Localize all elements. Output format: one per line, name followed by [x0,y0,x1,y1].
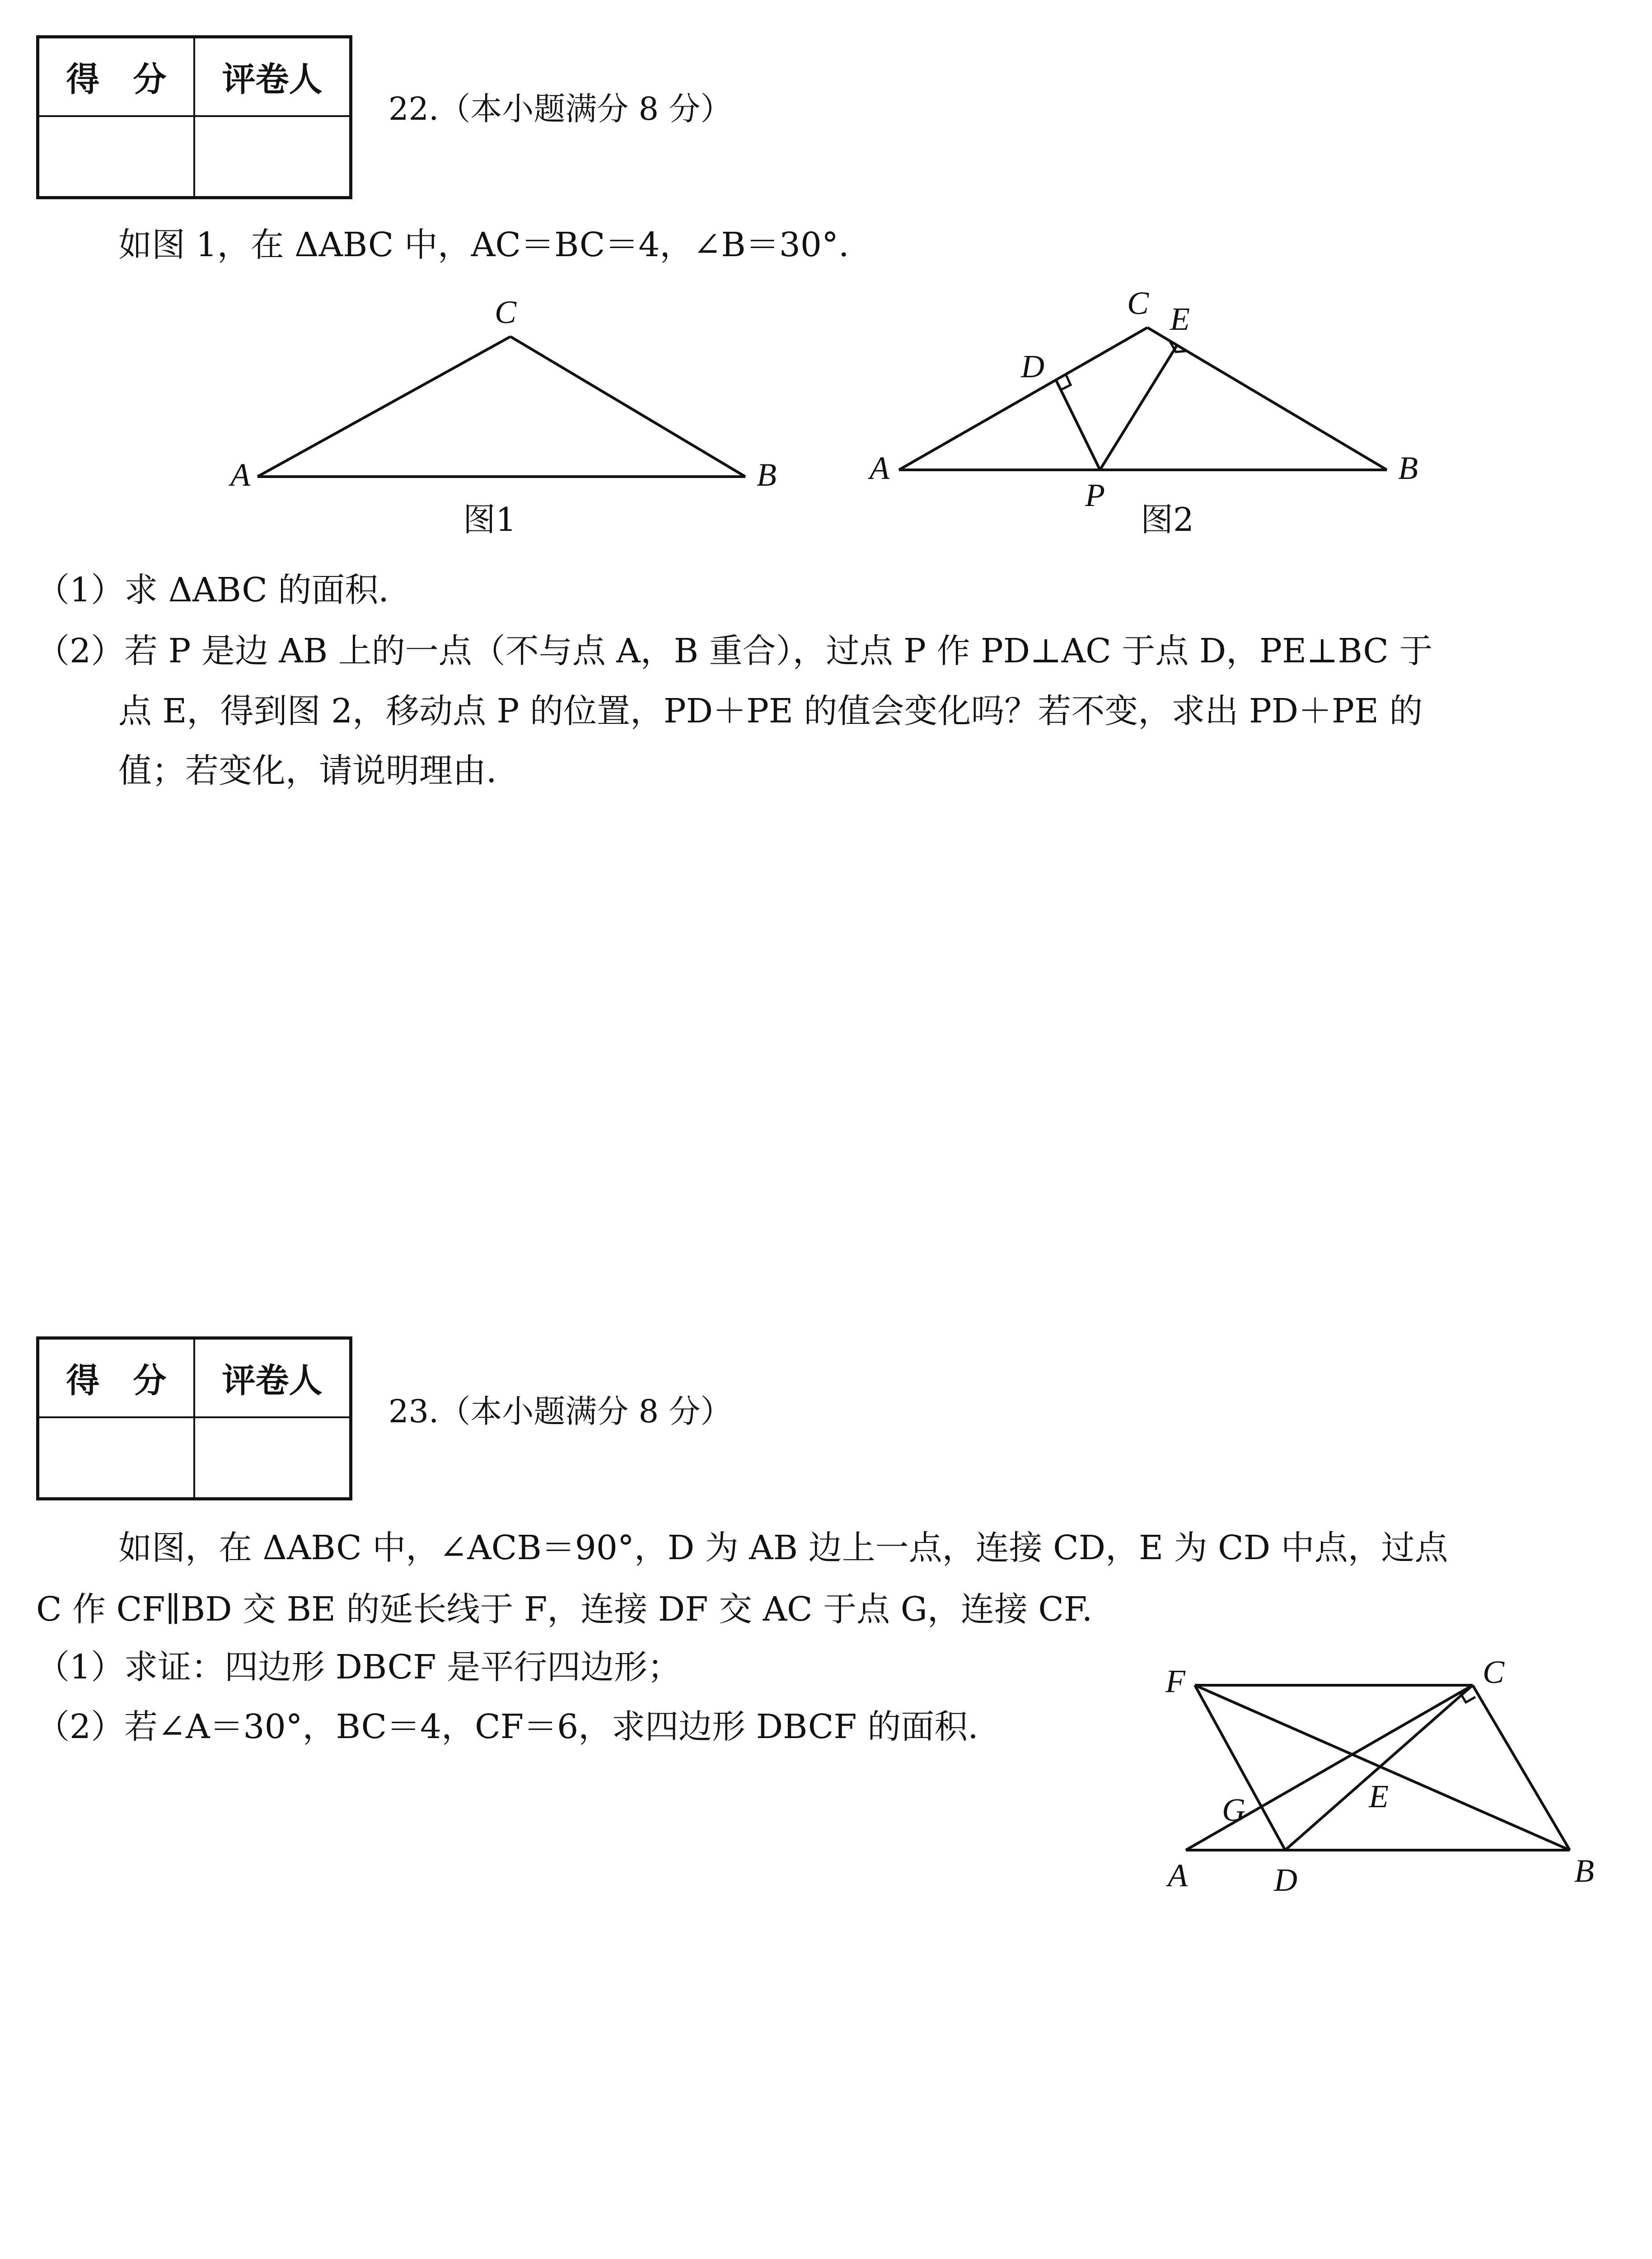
q22-score-cell[interactable] [38,116,195,198]
q22-figure-2 [849,280,1450,551]
q22-intro: 如图 1，在 ΔABC 中，AC＝BC＝4，∠B＝30°. [118,225,849,264]
fig2-segment-pd [1056,380,1100,470]
fig1-side-ac [257,337,510,477]
q22-part-2-line-1: （2）若 P 是边 AB 上的一点（不与点 A，B 重合），过点 P 作 PD⊥AC 于点 D，PE⊥BC 于 [36,632,1433,670]
q23-grader-header: 评卷人 [194,1338,351,1418]
fig2-label-d: D [1021,348,1044,384]
fig2-segment-pe [1100,346,1177,470]
fig1-label-a: A [230,457,250,493]
fig2-label-c: C [1127,285,1149,321]
fig2-side-cb [1147,328,1387,470]
q23-intro-line-2: C 作 CF∥BD 交 BE 的延长线于 F，连接 DF 交 AC 于点 G，连接 CF. [36,1590,1093,1629]
q23-segment-dc [1285,1685,1473,1850]
fig1-label-b: B [757,457,777,493]
q23-score-table [36,1336,352,1500]
q23-label-a: A [1168,1857,1188,1893]
q23-label-f: F [1165,1663,1185,1699]
q23-answer-space[interactable] [36,1934,1613,2259]
q23-grader-cell[interactable] [194,1417,351,1499]
q22-part-1: （1）求 ΔABC 的面积. [36,571,389,609]
fig1-caption: 图1 [463,501,516,539]
q23-segment-fb [1195,1685,1570,1850]
q23-label-g: G [1222,1792,1245,1828]
fig1-label-c: C [495,294,517,330]
q22-title: 22.（本小题满分 8 分） [388,90,732,127]
fig2-label-e: E [1170,301,1190,337]
q22-part-2-line-2: 点 E，得到图 2，移动点 P 的位置，PD＋PE 的值会变化吗？若不变，求出 PD＋PE 的 [118,692,1423,731]
q22-grader-cell[interactable] [194,116,351,198]
fig1-side-cb [510,337,745,477]
q22-figure-1 [217,285,813,556]
q22-answer-space[interactable] [36,813,1613,1310]
q22-grader-header: 评卷人 [194,37,351,117]
q23-label-d: D [1274,1862,1297,1898]
q23-intro-line-1: 如图，在 ΔABC 中，∠ACB＝90°，D 为 AB 边上一点，连接 CD，E 为 CD 中点，过点 [118,1528,1448,1567]
q23-figure [1156,1645,1617,1907]
q22-score-header: 得 分 [38,37,195,117]
fig2-label-b: B [1398,450,1418,486]
q23-score-header: 得 分 [38,1338,195,1418]
q23-title: 23.（本小题满分 8 分） [388,1393,732,1430]
fig2-label-p: P [1085,477,1105,513]
q23-part-2: （2）若∠A＝30°，BC＝4，CF＝6，求四边形 DBCF 的面积. [36,1707,978,1746]
q22-part-2-line-3: 值；若变化，请说明理由. [118,751,497,790]
fig2-caption: 图2 [1141,501,1194,539]
q23-part-1: （1）求证：四边形 DBCF 是平行四边形； [36,1648,681,1687]
q23-label-e: E [1369,1778,1389,1814]
q22-score-table [36,35,352,199]
fig2-label-a: A [870,450,889,486]
q23-label-c: C [1483,1654,1505,1690]
q23-segment-cb [1473,1685,1570,1850]
q23-score-cell[interactable] [38,1417,195,1499]
q23-label-b: B [1574,1853,1594,1889]
